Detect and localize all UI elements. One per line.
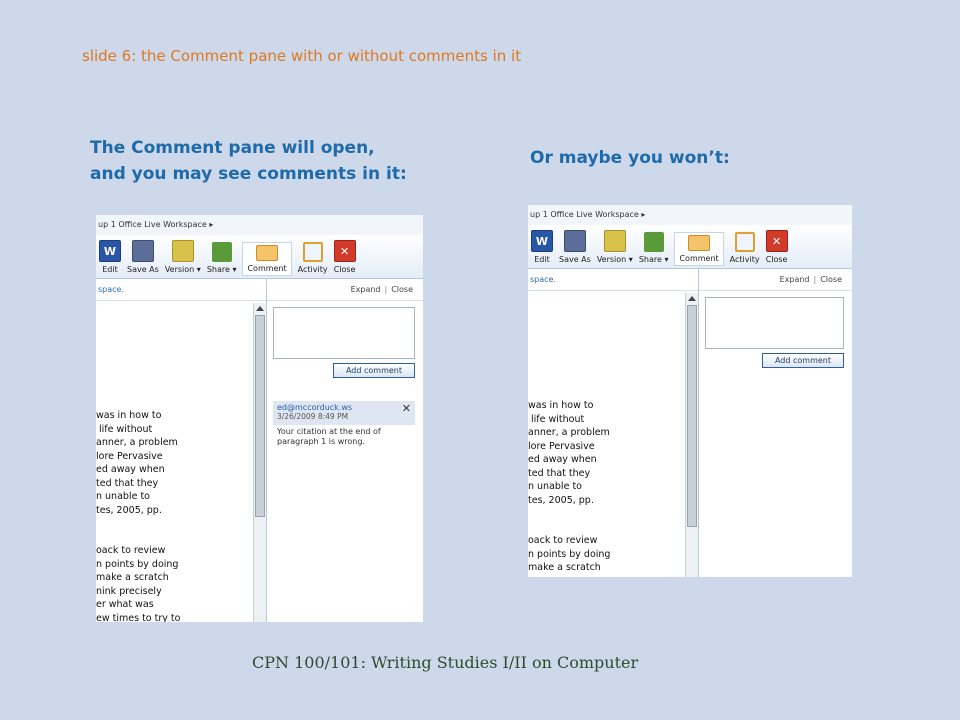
activity-button[interactable]: Activity: [730, 232, 760, 264]
close-button[interactable]: ✕ Close: [334, 240, 356, 274]
ribbon-toolbar: [96, 235, 423, 279]
pane-links: [267, 279, 423, 301]
pane-close-link[interactable]: Close: [391, 285, 413, 294]
document-scrollbar[interactable]: [685, 293, 698, 577]
heading-left-line2: and you may see comments in it:: [90, 164, 407, 184]
comment-button[interactable]: Comment: [674, 232, 723, 266]
document-header: space.: [96, 279, 266, 301]
save-as-icon: [132, 240, 154, 262]
document-view[interactable]: [528, 269, 699, 577]
activity-icon: [303, 242, 323, 262]
scroll-up-arrow-icon[interactable]: [256, 306, 264, 311]
comment-pane: [699, 269, 852, 577]
scroll-thumb[interactable]: [255, 315, 265, 517]
add-comment-button[interactable]: Add comment: [762, 353, 844, 368]
edit-button[interactable]: W Edit: [99, 240, 121, 274]
document-scrollbar[interactable]: [253, 303, 266, 622]
heading-left-line1: The Comment pane will open,: [90, 138, 375, 158]
comment-date: 3/26/2009 8:49 PM: [277, 412, 349, 421]
breadcrumb[interactable]: up 1 Office Live Workspace ▸: [528, 205, 852, 225]
share-icon: [644, 232, 664, 252]
ribbon-toolbar: [528, 225, 852, 269]
edit-icon: [531, 230, 553, 252]
close-icon: ✕: [334, 240, 356, 262]
document-header: space.: [528, 269, 698, 291]
version-icon: [604, 230, 626, 252]
comment-author[interactable]: ed@mccorduck.ws: [277, 403, 353, 412]
scroll-up-arrow-icon[interactable]: [688, 296, 696, 301]
pane-link-separator: |: [384, 285, 388, 294]
scroll-thumb[interactable]: [687, 305, 697, 527]
document-view[interactable]: [96, 279, 267, 622]
save-as-button[interactable]: Save As: [127, 240, 159, 274]
comment-icon: [688, 235, 710, 251]
delete-comment-icon[interactable]: ✕: [401, 402, 411, 415]
heading-left: [90, 135, 407, 187]
comment-input[interactable]: [705, 297, 844, 349]
expand-link[interactable]: Expand: [779, 275, 810, 284]
breadcrumb[interactable]: up 1 Office Live Workspace ▸: [96, 215, 423, 235]
activity-icon: [735, 232, 755, 252]
comment-icon: [256, 245, 278, 261]
save-as-icon: [564, 230, 586, 252]
comment-button[interactable]: Comment: [242, 242, 291, 276]
share-icon: [212, 242, 232, 262]
pane-links: [699, 269, 852, 291]
edit-button[interactable]: W Edit: [531, 230, 553, 264]
share-button[interactable]: Share ▾: [207, 242, 237, 274]
expand-link[interactable]: Expand: [350, 285, 381, 294]
edit-icon: [99, 240, 121, 262]
pane-link-separator: |: [813, 275, 817, 284]
footer: CPN 100/101: Writing Studies I/II on Computer: [252, 653, 639, 672]
version-button[interactable]: Version ▾: [597, 230, 633, 264]
save-as-button[interactable]: Save As: [559, 230, 591, 264]
comment-item: [273, 401, 415, 459]
version-button[interactable]: Version ▾: [165, 240, 201, 274]
slide-label: slide 6: the Comment pane with or without comments in it: [82, 47, 522, 65]
comment-text: Your citation at the end of paragraph 1 is wrong.: [277, 427, 381, 446]
comment-pane: [267, 279, 423, 622]
document-text: was in how to life without anner, a problem lore Pervasive ed away when ted that they n unable to tes, 2005, pp. oack to review n points by doing make a scratch: [528, 400, 611, 573]
screenshot-without-comments: [528, 205, 852, 577]
add-comment-button[interactable]: Add comment: [333, 363, 415, 378]
comment-input[interactable]: [273, 307, 415, 359]
comment-header: [273, 401, 415, 425]
heading-right: Or maybe you won’t:: [530, 148, 730, 168]
pane-close-link[interactable]: Close: [820, 275, 842, 284]
version-icon: [172, 240, 194, 262]
close-button[interactable]: ✕ Close: [766, 230, 788, 264]
document-text: was in how to life without anner, a problem lore Pervasive ed away when ted that they n unable to tes, 2005, pp. oack to review n points by doing make a scratch nink precisely er what was ew times to try to: [96, 410, 181, 622]
share-button[interactable]: Share ▾: [639, 232, 669, 264]
screenshot-with-comments: [96, 215, 423, 622]
activity-button[interactable]: Activity: [298, 242, 328, 274]
close-icon: ✕: [766, 230, 788, 252]
